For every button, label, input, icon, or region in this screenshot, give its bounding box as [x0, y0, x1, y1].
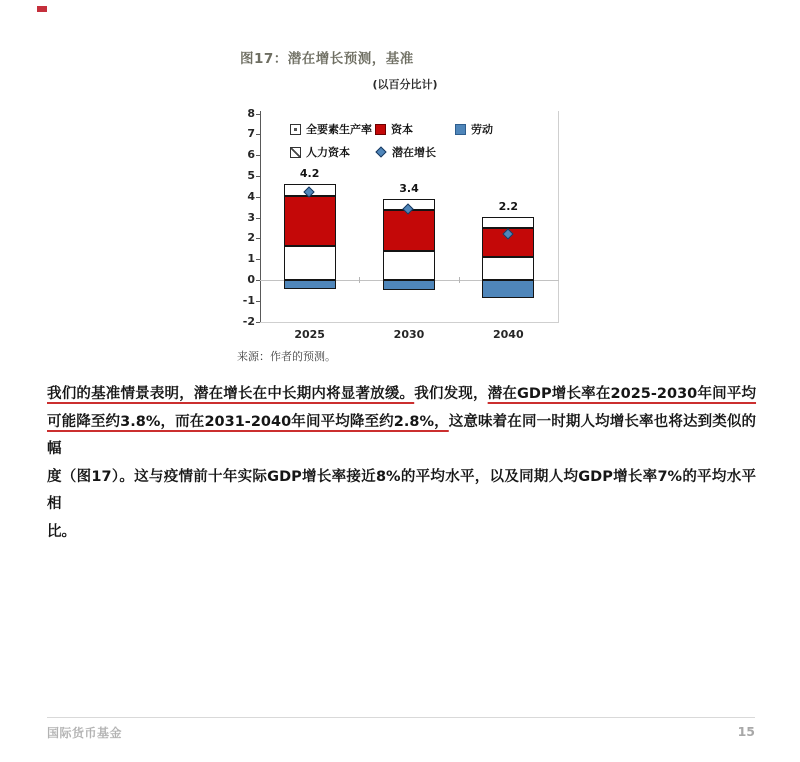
bar-segment — [383, 280, 435, 290]
bar-segment — [284, 280, 336, 289]
plot-bottom-border — [260, 322, 559, 323]
y-axis-tick — [256, 301, 260, 302]
bar-segment — [482, 280, 534, 298]
y-axis-tick — [256, 197, 260, 198]
labor-legend-swatch-icon — [455, 124, 466, 135]
legend-item-capital — [375, 121, 413, 137]
y-axis-label: 0 — [247, 273, 255, 286]
legend-label-human-capital: 人力资本 — [306, 146, 350, 159]
y-axis-tick — [256, 155, 260, 156]
potential-growth-legend-diamond-icon — [375, 146, 386, 157]
y-axis-label: 6 — [247, 148, 255, 162]
bar-segment — [383, 210, 435, 251]
y-axis-tick — [256, 238, 260, 239]
bar-segment — [284, 246, 336, 280]
legend-label-capital: 资本 — [391, 123, 413, 136]
bar-segment — [482, 257, 534, 280]
bar-segment — [383, 251, 435, 280]
y-axis-tick — [256, 176, 260, 177]
y-axis-tick — [256, 134, 260, 135]
stacked-bar-chart — [240, 98, 570, 350]
plot-right-border — [558, 111, 559, 322]
body-paragraph — [47, 381, 756, 546]
y-axis-label: 7 — [247, 127, 255, 141]
bar-value-label: 4.2 — [299, 167, 320, 181]
legend-item-tfp — [290, 121, 372, 137]
y-axis-tick — [256, 322, 260, 323]
y-axis-label: 8 — [247, 106, 255, 120]
bar-value-label: 2.2 — [498, 199, 519, 213]
footer-divider — [47, 717, 755, 718]
y-axis-line — [260, 111, 261, 322]
footer-org-name: 国际货币基金 — [47, 726, 123, 740]
paragraph-line — [47, 519, 756, 547]
bar-value-label: 3.4 — [399, 181, 419, 195]
tfp-legend-swatch-icon — [290, 124, 301, 135]
legend-item-human-capital — [290, 144, 350, 160]
figure-title: 图17：潜在增长预测，基准 — [240, 51, 414, 67]
y-axis-label: 3 — [247, 210, 255, 224]
footer-page-number: 15 — [737, 724, 755, 739]
y-axis-label: -2 — [242, 314, 255, 328]
y-axis-label: 2 — [247, 231, 255, 245]
x-axis-category-label: 2025 — [294, 328, 325, 341]
legend-label-labor: 劳动 — [471, 123, 493, 136]
body-text: 这意味着在同一时期人均增长率也将达到类似的幅 — [47, 413, 756, 457]
legend-label-potential-growth: 潜在增长 — [392, 146, 436, 159]
figure-source: 来源：作者的预测。 — [237, 350, 336, 363]
human-capital-legend-swatch-icon — [290, 147, 301, 158]
paragraph-line — [47, 409, 756, 464]
y-axis-label: 4 — [247, 189, 255, 203]
body-text: 我们发现， — [414, 386, 488, 402]
bar-segment — [284, 196, 336, 246]
y-axis-tick — [256, 218, 260, 219]
y-axis-tick — [256, 114, 260, 115]
red-underlined-text: 我们的基准情景表明，潜在增长在中长期内将显著放缓。 — [47, 386, 415, 402]
capital-legend-swatch-icon — [375, 124, 386, 135]
body-text: 比。 — [47, 523, 76, 540]
y-axis-label: 1 — [247, 252, 255, 266]
paragraph-line — [47, 381, 756, 409]
x-axis-category-label: 2030 — [393, 328, 425, 341]
x-axis-category-label: 2040 — [493, 328, 524, 341]
red-underlined-text: 潜在GDP增长率在2025-2030年间平均 — [487, 386, 757, 402]
bar-segment — [482, 217, 534, 228]
figure-subtitle: (以百分比计) — [372, 78, 438, 91]
y-axis-tick — [256, 259, 260, 260]
paragraph-line — [47, 464, 756, 519]
y-axis-label: -1 — [242, 293, 255, 307]
red-annotation-mark — [37, 6, 47, 12]
y-axis-label: 5 — [247, 169, 255, 182]
legend-item-potential-growth — [375, 144, 436, 160]
category-boundary-tick — [359, 277, 360, 283]
body-text: 度（图17）。这与疫情前十年实际GDP增长率接近8%的平均水平，以及同期人均GDP增长率7%的平均水平相 — [47, 468, 756, 512]
category-boundary-tick — [459, 277, 460, 283]
legend-label-tfp: 全要素生产率 — [306, 123, 372, 136]
red-underlined-text: 可能降至约3.8%，而在2031-2040年间平均降至约2.8%， — [47, 413, 449, 430]
legend-item-labor — [455, 121, 493, 137]
